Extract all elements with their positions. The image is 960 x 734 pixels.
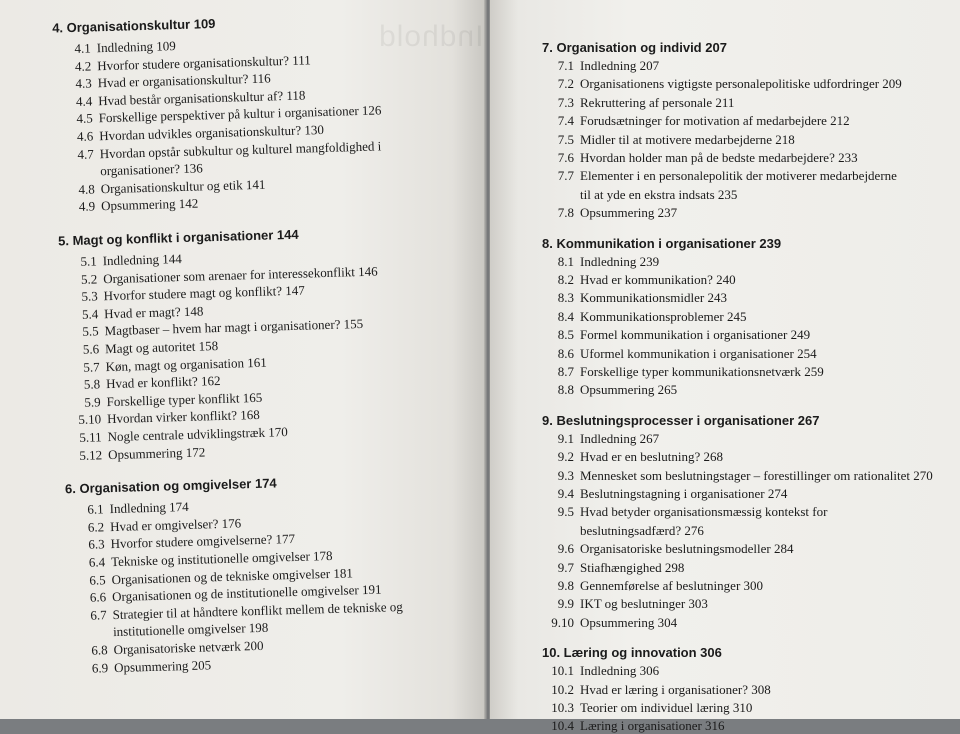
chapter-heading: 10. Læring og innovation 306: [542, 645, 722, 661]
section-title: Forudsætninger for motivation af medarbejdere 212: [580, 113, 850, 129]
section-title: Indledning 109: [96, 38, 177, 56]
section-number: 6.1: [87, 501, 104, 517]
section-number: 5.5: [82, 323, 99, 340]
section-title: Hvorfor studere omgivelserne? 177: [110, 531, 296, 552]
section-title: Organisationen og de institutionelle omgivelser 191: [111, 581, 382, 605]
section-number: 5.9: [84, 394, 101, 410]
section-number: 7.3: [557, 94, 574, 110]
toc-entry: [57, 251, 182, 270]
section-number: 5.10: [78, 411, 102, 428]
section-number: 7.4: [557, 113, 574, 129]
section-number: 7.6: [557, 150, 574, 165]
section-title: Opsummering 265: [580, 382, 678, 398]
section-title: Tekniske og institutionelle omgivelser 178: [110, 547, 333, 570]
toc-entry: [51, 38, 176, 57]
section-title: Magtbaser – hvem har magt i organisationer? 155: [104, 316, 364, 339]
section-title: Indledning 239: [580, 253, 660, 269]
toc-entry: [55, 196, 199, 216]
section-number: 6.9: [91, 659, 109, 676]
section-title: Hvad er læring i organisationer? 308: [580, 681, 771, 697]
section-number: [54, 176, 94, 177]
section-title: Stiafhængighed 298: [580, 559, 685, 575]
section-title: Magt og autoritet 158: [104, 338, 219, 357]
section-title: Hvordan opstår subkultur og kulturel mangfoldighed i: [99, 138, 382, 161]
toc-entry: [534, 663, 659, 679]
toc-entry: [534, 327, 810, 343]
toc-entry: [534, 541, 794, 557]
section-title: Hvordan virker konflikt? 168: [106, 407, 260, 427]
section-title: Uformel kommunikation i organisationer 254: [580, 345, 817, 361]
section-title: Hvad er en beslutning? 268: [580, 449, 723, 465]
section-title: Hvad er organisationskultur? 116: [97, 70, 271, 91]
section-title: Hvordan holder man på de bedste medarbejdere? 233: [580, 150, 858, 165]
toc-entry: [534, 615, 677, 631]
section-title: institutionelle omgivelser 198: [112, 620, 269, 640]
section-number: 4.4: [75, 93, 93, 109]
show-through-heading: Indhold: [378, 20, 484, 53]
toc-entry: [534, 468, 933, 484]
section-title: Formel kommunikation i organisationer 249: [580, 327, 811, 343]
section-number: 9.2: [557, 449, 574, 465]
section-number: 8.2: [557, 272, 574, 287]
section-number: 7.2: [557, 76, 574, 92]
toc-entry: [534, 382, 677, 398]
toc-entry: [534, 58, 659, 74]
section-number: 7.8: [557, 205, 574, 221]
section-number: 10.3: [551, 700, 574, 715]
toc-entry: [534, 718, 725, 734]
toc-entry: [534, 290, 727, 306]
section-number: 5.11: [79, 429, 102, 445]
section-number: 4.5: [76, 110, 93, 127]
section-title: Indledning 144: [102, 251, 182, 269]
section-title: Opsummering 205: [113, 656, 212, 675]
section-title: Organisationskultur og etik 141: [100, 176, 266, 197]
section-number: 10.4: [551, 718, 574, 734]
section-title: Forskellige perspektiver på kultur i organisationer 126: [98, 102, 382, 126]
section-title: Indledning 174: [109, 499, 189, 517]
section-number: 5.2: [80, 270, 98, 287]
section-number: 6.3: [88, 536, 105, 553]
section-number: 4.8: [78, 181, 95, 197]
section-title: Kommunikationsproblemer 245: [580, 308, 747, 324]
section-title: Teorier om individuel læring 310: [580, 700, 753, 715]
section-number: 6.7: [90, 607, 107, 623]
toc-entry: [534, 346, 817, 362]
toc-entry: [534, 523, 704, 539]
section-title: Opsummering 172: [107, 444, 206, 462]
section-title: Organisatoriske netværk 200: [113, 637, 264, 658]
section-title: Hvad er magt? 148: [103, 303, 204, 321]
section-number: 6.4: [88, 554, 106, 570]
section-number: 10.2: [551, 681, 574, 697]
section-number: 8.1: [557, 253, 574, 269]
section-title: Midler til at motivere medarbejderne 218: [580, 131, 795, 147]
section-title: Organisationen og de tekniske omgivelser 181: [111, 564, 354, 587]
section-number: 6.2: [87, 519, 105, 535]
section-number: 9.10: [551, 614, 574, 630]
section-title: Hvad er omgivelser? 176: [109, 515, 242, 534]
section-number: 4.2: [74, 58, 92, 74]
section-number: 4.7: [77, 146, 94, 162]
section-title: Opsummering 237: [580, 205, 678, 221]
section-title: Opsummering 142: [100, 195, 199, 214]
section-title: Rekruttering af personale 211: [580, 94, 735, 110]
section-title: Køn, magt og organisation 161: [105, 354, 267, 374]
section-number: 9.4: [557, 486, 574, 501]
section-number: 8.5: [557, 327, 574, 343]
section-number: 5.4: [81, 306, 99, 322]
section-title: Opsummering 304: [580, 614, 678, 630]
toc-entry: [62, 444, 206, 464]
section-title: Indledning 207: [580, 58, 660, 73]
toc-entry: [58, 303, 204, 323]
section-number: 9.6: [557, 541, 574, 557]
section-number: 4.6: [76, 128, 94, 144]
toc-entry: [63, 499, 188, 518]
section-number: 4.9: [78, 198, 96, 215]
section-title: Hvad betyder organisationsmæssig kontekst for: [580, 504, 828, 520]
section-number: 6.6: [89, 589, 107, 605]
section-number: [67, 637, 107, 638]
section-title: til at yde en ekstra indsats 235: [580, 186, 738, 202]
toc-entry: [534, 168, 897, 184]
right-page: [490, 0, 960, 734]
section-title: Mennesket som beslutningstager – forestillinger om rationalitet 270: [580, 467, 933, 483]
section-number: 5.7: [83, 358, 100, 375]
chapter-heading: 9. Beslutningsprocesser i organisationer 267: [542, 412, 820, 428]
section-number: 8.8: [557, 382, 574, 398]
section-number: 6.8: [91, 642, 108, 658]
toc-entry: [534, 76, 902, 92]
section-title: Hvad er konflikt? 162: [105, 373, 221, 392]
section-title: Hvorfor studere organisationskultur? 111: [97, 51, 312, 73]
section-number: 7.5: [557, 131, 574, 147]
toc-entry: [534, 486, 787, 502]
section-number: 8.3: [557, 290, 574, 306]
section-title: organisationer? 136: [99, 160, 204, 179]
toc-entry: [534, 95, 734, 111]
section-number: 7.1: [557, 58, 574, 73]
chapter-heading: 6. Organisation og omgivelser 174: [64, 475, 277, 497]
section-number: 10.1: [551, 663, 574, 679]
section-title: beslutningsadfærd? 276: [580, 522, 704, 538]
section-number: 9.3: [557, 467, 574, 483]
section-title: Strategier til at håndtere konflikt mellem de tekniske og: [112, 598, 403, 622]
section-number: 5.1: [80, 253, 97, 269]
section-title: Gennemførelse af beslutninger 300: [580, 578, 764, 593]
toc-entry: [534, 431, 659, 447]
toc-entry: [68, 657, 212, 677]
section-title: Nogle centrale udviklingstræk 170: [107, 424, 288, 445]
section-number: 9.7: [557, 559, 574, 575]
section-number: 4.3: [75, 75, 92, 92]
section-number: 5.8: [83, 376, 101, 392]
section-number: 9.1: [557, 430, 574, 446]
section-title: Beslutningstagning i organisationer 274: [580, 486, 788, 501]
section-title: Hvad er kommunikation? 240: [580, 272, 736, 287]
section-number: 8.4: [557, 308, 574, 324]
section-number: 9.9: [557, 596, 574, 612]
chapter-heading: 5. Magt og konflikt i organisationer 144: [57, 226, 299, 249]
section-number: 5.3: [81, 288, 98, 305]
section-number: 8.7: [557, 364, 574, 379]
section-title: Kommunikationsmidler 243: [580, 290, 727, 306]
section-number: 4.1: [74, 40, 91, 56]
section-number: 8.6: [557, 345, 574, 361]
section-title: Elementer i en personalepolitik der motiverer medarbejderne: [580, 168, 897, 184]
section-title: Indledning 267: [580, 430, 660, 446]
section-title: Forskellige typer kommunikationsnetværk 259: [580, 364, 824, 379]
toc-entry: [534, 205, 677, 221]
section-title: Hvordan udvikles organisationskultur? 130: [99, 122, 325, 144]
chapter-heading: 8. Kommunikation i organisationer 239: [542, 235, 782, 251]
section-number: 5.12: [79, 446, 103, 463]
toc-entry: [534, 309, 746, 325]
section-title: Hvorfor studere magt og konflikt? 147: [103, 282, 305, 304]
section-number: 6.5: [89, 571, 106, 588]
toc-entry: [534, 364, 824, 380]
section-title: Hvad består organisationskultur af? 118: [98, 87, 306, 109]
left-page: [0, 0, 486, 719]
section-title: Forskellige typer konflikt 165: [106, 389, 263, 409]
chapter-heading: 7. Organisation og individ 207: [542, 40, 727, 55]
section-number: 9.8: [557, 578, 574, 593]
section-number: 5.6: [82, 341, 100, 357]
section-title: Indledning 306: [580, 663, 660, 679]
section-title: Læring i organisationer 316: [580, 718, 725, 734]
toc-entry: [534, 254, 659, 270]
toc-entry: [534, 150, 858, 166]
toc-entry: [534, 272, 736, 288]
toc-entry: [67, 638, 263, 659]
toc-entry: [54, 161, 203, 181]
toc-entry: [534, 578, 763, 594]
chapter-heading: 4. Organisationskultur 109: [51, 15, 216, 36]
section-title: IKT og beslutninger 303: [580, 596, 708, 612]
section-number: 7.7: [557, 168, 574, 184]
section-number: 9.5: [557, 504, 574, 520]
section-title: Organisationens vigtigste personalepolitiske udfordringer 209: [580, 76, 902, 92]
toc-entry: [534, 113, 850, 129]
toc-entry: [534, 504, 827, 520]
section-title: Organisationer som arenaer for interessekonflikt 146: [102, 263, 378, 286]
toc-entry: [534, 187, 737, 203]
toc-entry: [534, 560, 684, 576]
toc-entry: [534, 132, 795, 148]
toc-entry: [534, 700, 752, 716]
section-title: Organisatoriske beslutningsmodeller 284: [580, 541, 794, 557]
toc-entry: [534, 449, 723, 465]
toc-entry: [534, 596, 708, 612]
toc-entry: [534, 682, 771, 698]
